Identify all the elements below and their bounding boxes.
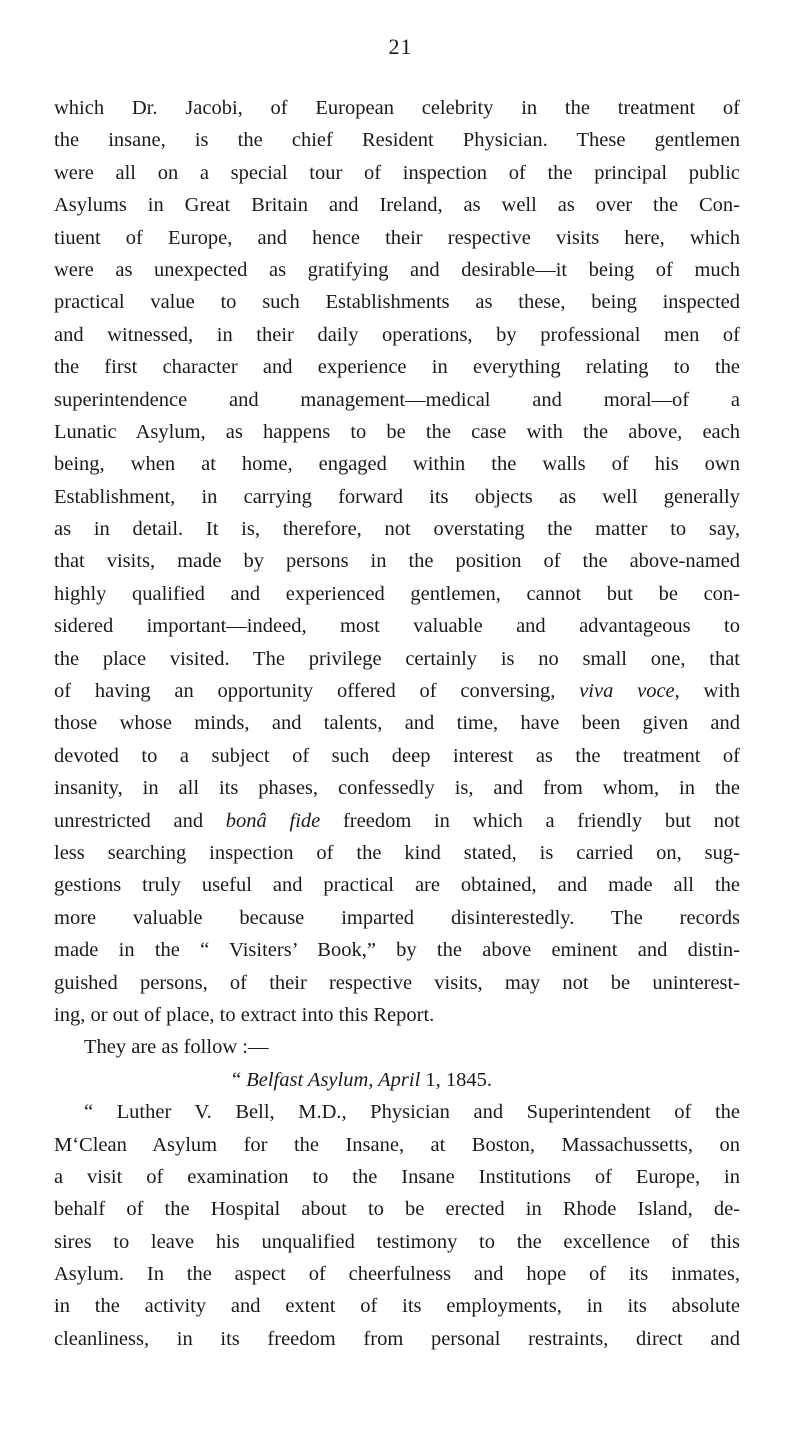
text-line: which Dr. Jacobi, of European celebrity in the treatment of (54, 97, 740, 119)
text-line: the place visited. The privilege certainly is no small one, that (54, 647, 740, 670)
text-line: as in detail. It is, therefore, not overstating the matter to say, (54, 518, 740, 541)
text-run: freedom in which a friendly but not (320, 809, 740, 832)
text-line: more valuable because imparted disinterestedly. The records (54, 906, 740, 929)
text-line: made in the “ Visiters’ Book,” by the above eminent and distin- (54, 939, 740, 962)
text-line: were all on a special tour of inspection of the principal public (54, 161, 740, 184)
text-line: insanity, in all its phases, confessedly is, and from whom, in the (54, 777, 740, 800)
text-line (54, 675, 740, 707)
text-line (54, 805, 740, 837)
text-line: highly qualified and experienced gentlemen, cannot but be con- (54, 582, 740, 605)
letter-text-line: Asylum. In the aspect of cheerfulness and hope of its inmates, (54, 1263, 740, 1286)
letter-dateline (54, 1064, 740, 1096)
letter-text-line: cleanliness, in its freedom from personal restraints, direct and (54, 1327, 740, 1350)
text-line: guished persons, of their respective visits, may not be uninterest- (54, 971, 740, 994)
dateline-date: 1, 1845. (420, 1068, 493, 1091)
text-line: were as unexpected as gratifying and desirable—it being of much (54, 258, 740, 281)
letter-text-line: “ Luther V. Bell, M.D., Physician and Superintendent of the (84, 1101, 740, 1124)
text-line: less searching inspection of the kind stated, is carried on, sug- (54, 841, 740, 864)
letter-text-line: in the activity and extent of its employments, in its absolute (54, 1295, 740, 1318)
text-line: those whose minds, and talents, and time, have been given and (54, 712, 740, 735)
text-line: superintendence and management—medical and moral—of a (54, 388, 740, 411)
text-line: sidered important—indeed, most valuable and advantageous to (54, 615, 740, 638)
italic-phrase-viva-voce: viva voce (579, 680, 675, 703)
text-run: of having an opportunity offered of conversing, (54, 680, 580, 703)
page-body-text (54, 92, 740, 1355)
text-line: and witnessed, in their daily operations, by professional men of (54, 323, 740, 346)
letter-text-line: M‘Clean Asylum for the Insane, at Boston, Massachussetts, on (54, 1133, 740, 1156)
text-line: the first character and experience in everything relating to the (54, 356, 740, 379)
text-line: being, when at home, engaged within the walls of his own (54, 453, 740, 476)
page-number: 21 (388, 34, 413, 59)
text-line: ing, or out of place, to extract into this Report. (54, 1003, 435, 1026)
letter-text-line: a visit of examination to the Insane Institutions of Europe, in (54, 1165, 740, 1188)
text-line: Asylums in Great Britain and Ireland, as well as over the Con- (54, 194, 740, 217)
text-line: devoted to a subject of such deep interest as the treatment of (54, 744, 740, 767)
text-line: that visits, made by persons in the position of the above-named (54, 550, 740, 573)
dateline-place: Belfast Asylum, April (246, 1068, 421, 1091)
text-line: Lunatic Asylum, as happens to be the case with the above, each (54, 420, 740, 443)
text-run: , with (674, 680, 740, 703)
letter-text-line: behalf of the Hospital about to be erected in Rhode Island, de- (54, 1198, 740, 1221)
text-line: gestions truly useful and practical are obtained, and made all the (54, 874, 740, 897)
text-line: Establishment, in carrying forward its objects as well generally (54, 485, 740, 508)
italic-phrase-bona-fide: bonâ fide (225, 809, 321, 832)
text-line: the insane, is the chief Resident Physician. These gentlemen (54, 129, 740, 152)
dateline-quote-mark: “ (232, 1068, 247, 1091)
text-line: tiuent of Europe, and hence their respective visits here, which (54, 226, 740, 249)
text-line: They are as follow :— (84, 1036, 269, 1059)
text-run: unrestricted and (54, 809, 226, 832)
letter-text-line: sires to leave his unqualified testimony to the excellence of this (54, 1230, 740, 1253)
text-line: practical value to such Establishments as these, being inspected (54, 291, 740, 314)
